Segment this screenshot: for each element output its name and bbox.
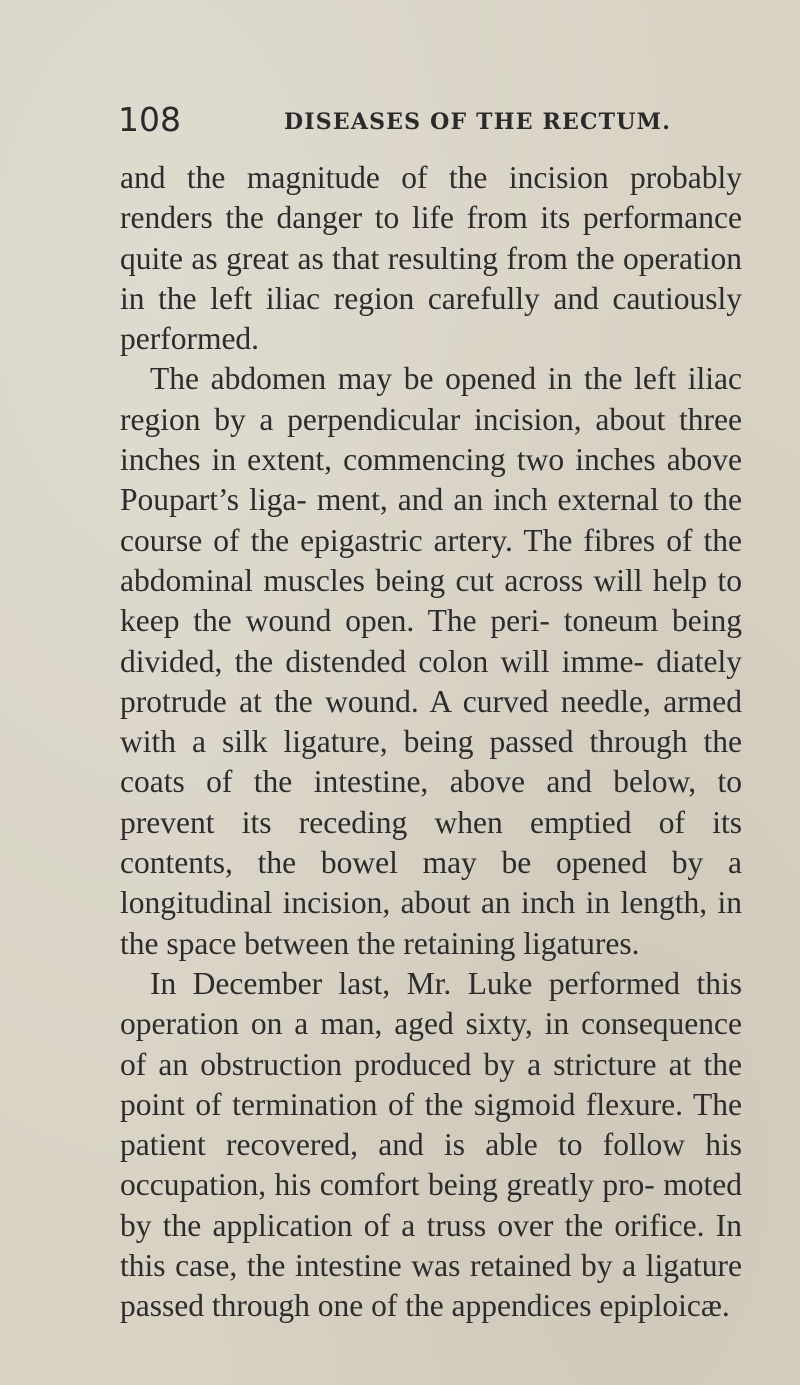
page-header xyxy=(118,100,738,140)
body-text xyxy=(120,158,742,1327)
page-number: 108 xyxy=(118,100,181,139)
running-head: DISEASES OF THE RECTUM. xyxy=(284,109,672,135)
paragraph-abdomen-incision: The abdomen may be opened in the left iliac region by a perpendicular incision, about three inches in extent, commencing two inches above Poupart’s liga- ment, and an inch external to the course of the epigastric artery. The fibres of the abdominal muscles being cut across will help to keep the wound open. The peri- toneum being divided, the distended colon will imme- diately protrude at the wound. A curved needle, armed with a silk ligature, being passed through the coats of the intestine, above and below, to prevent its receding when emptied of its contents, the bowel may be opened by a longitudinal incision, about an inch in length, in the space between the retaining ligatures. xyxy=(120,361,742,961)
paragraph-continuation: and the magnitude of the incision probably renders the danger to life from its performance quite as great as that resulting from the operation in the left iliac region carefully and cautiously performed. xyxy=(120,160,742,357)
paragraph-case-report: In December last, Mr. Luke performed this operation on a man, aged sixty, in consequence of an obstruction produced by a stricture at the point of termination of the sigmoid flexure. The patient recovered, and is able to follow his occupation, his comfort being greatly pro- moted by the application of a truss over the orifice. In this case, the intestine was retained by a ligature passed through one of the appendices epiploicæ. xyxy=(120,965,742,1324)
